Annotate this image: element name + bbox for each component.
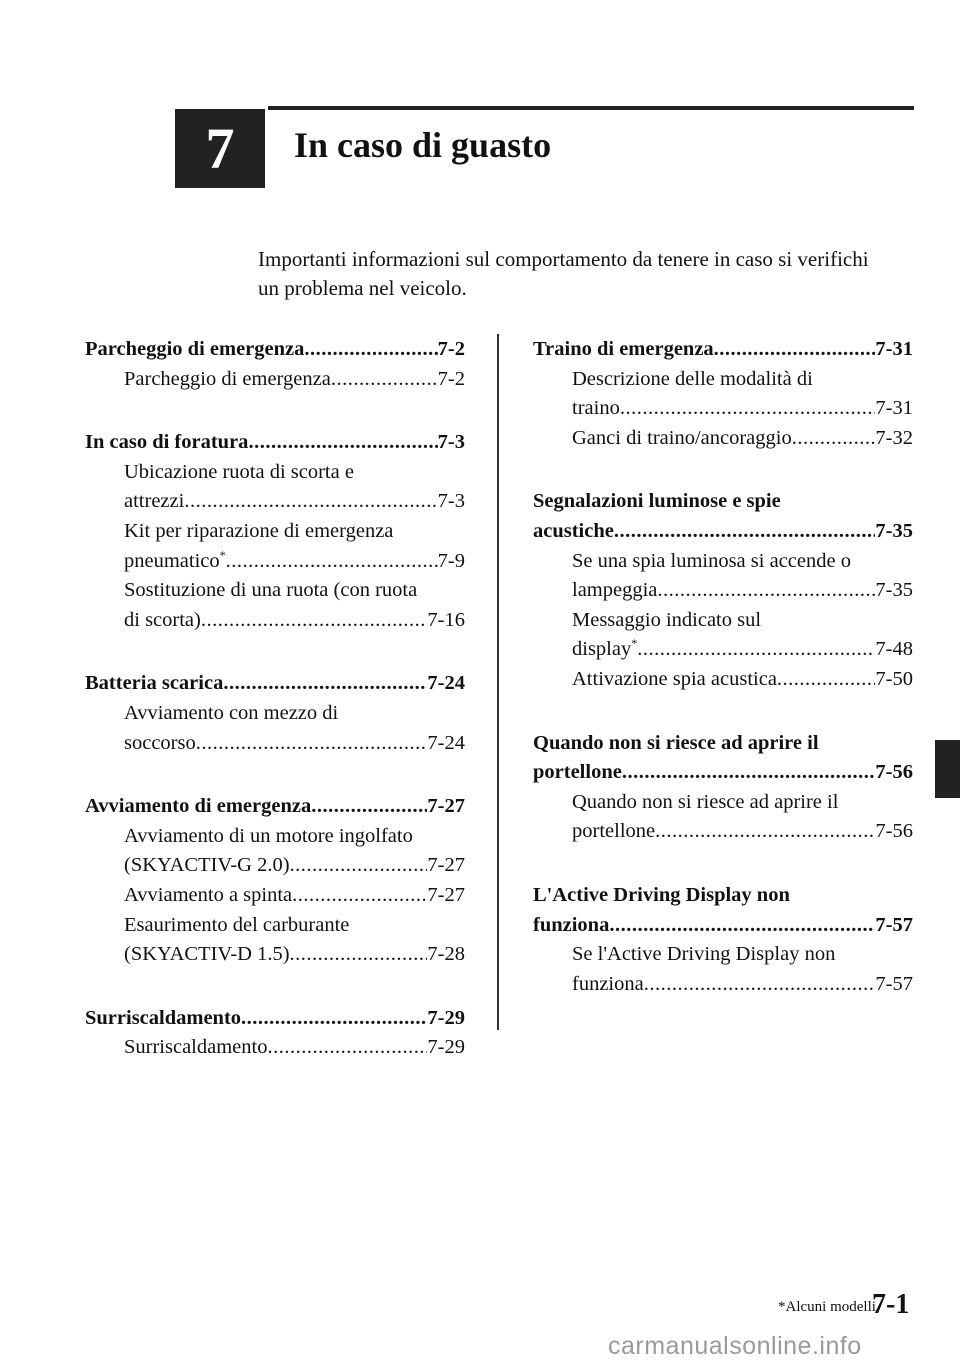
header-rule — [268, 106, 914, 110]
leader-dots — [201, 606, 428, 636]
footer-note: *Alcuni modelli. — [778, 1299, 880, 1315]
leader-dots — [622, 758, 876, 788]
toc-entry[interactable] — [533, 335, 913, 365]
toc-entry-title: pneumatico* — [124, 547, 226, 572]
column-divider — [497, 334, 499, 1030]
toc-entry[interactable] — [85, 1004, 465, 1034]
toc-entry-line[interactable]: L'Active Driving Display non — [533, 883, 790, 906]
toc-subentry-line[interactable]: Descrizione delle modalità di — [572, 367, 813, 390]
toc-entry[interactable] — [85, 335, 465, 365]
toc-entry-page: 7-29 — [427, 1036, 465, 1059]
leader-dots — [655, 817, 875, 847]
toc-subentry[interactable] — [85, 606, 465, 636]
page-number: 7-1 — [872, 1289, 910, 1320]
toc-entry-page: 7-35 — [875, 519, 913, 542]
leader-dots — [620, 394, 876, 424]
toc-entry[interactable] — [533, 758, 913, 788]
toc-subentry[interactable] — [85, 881, 465, 911]
toc-entry-page: 7-31 — [875, 338, 913, 360]
toc-entry-title: funziona — [533, 913, 610, 936]
toc-subentry-line[interactable]: Avviamento di un motore ingolfato — [124, 824, 413, 847]
leader-dots — [311, 792, 427, 822]
toc-subentry-line[interactable]: Quando non si riesce ad aprire il — [572, 790, 839, 813]
toc-right-column — [533, 335, 913, 1033]
toc-entry-page: 7-35 — [875, 579, 913, 602]
leader-dots — [292, 881, 427, 911]
toc-subentry-line[interactable]: Avviamento con mezzo di — [124, 701, 339, 724]
toc-entry-page: 7-48 — [875, 638, 913, 661]
toc-entry-title: attrezzi — [124, 490, 185, 513]
toc-entry-page: 7-56 — [875, 820, 913, 843]
toc-entry-page: 7-56 — [875, 761, 913, 784]
leader-dots — [609, 911, 875, 941]
toc-subentry[interactable] — [533, 665, 913, 695]
toc-subentry-line[interactable]: Se una spia luminosa si accende o — [572, 549, 851, 572]
toc-entry-title: Avviamento di emergenza — [85, 795, 312, 818]
leader-dots — [777, 665, 876, 695]
toc-subentry[interactable] — [533, 970, 913, 1000]
toc-entry-title: traino — [572, 397, 620, 420]
leader-dots — [644, 970, 876, 1000]
toc-entry-title: display* — [572, 636, 638, 661]
toc-subentry-line[interactable]: Ubicazione ruota di scorta e — [124, 460, 354, 483]
toc-entry-page: 7-24 — [427, 672, 465, 695]
leader-dots — [637, 635, 875, 665]
chapter-intro: Importanti informazioni sul comportamento da tenere in caso si verifichi un problema nel veicolo. — [258, 247, 869, 300]
toc-entry-title: di scorta) — [124, 608, 201, 631]
chapter-thumb-tab — [935, 740, 960, 798]
asterisk-mark: * — [631, 636, 638, 651]
toc-section — [85, 335, 465, 394]
leader-dots — [290, 851, 428, 881]
toc-subentry-line[interactable]: Esaurimento del carburante — [124, 913, 350, 936]
toc-entry[interactable] — [85, 792, 465, 822]
toc-section — [85, 428, 465, 635]
toc-subentry[interactable] — [85, 940, 465, 970]
toc-subentry[interactable] — [85, 547, 465, 577]
toc-subentry[interactable] — [533, 817, 913, 847]
chapter-number-box — [175, 109, 265, 188]
toc-entry-title: portellone — [572, 820, 656, 843]
toc-subentry[interactable] — [85, 1033, 465, 1063]
toc-subentry-line[interactable]: Sostituzione di una ruota (con ruota — [124, 579, 418, 602]
toc-entry-title: soccorso — [124, 731, 196, 754]
toc-subentry-line[interactable]: Kit per riparazione di emergenza — [124, 519, 394, 542]
toc-subentry[interactable] — [533, 576, 913, 606]
toc-entry-title: (SKYACTIV-D 1.5) — [124, 943, 290, 966]
toc-subentry[interactable] — [85, 729, 465, 759]
toc-entry-page: 7-3 — [437, 431, 465, 454]
toc-entry-title: Traino di emergenza — [533, 338, 714, 360]
toc-entry-page: 7-27 — [427, 854, 465, 877]
asterisk-mark: * — [219, 547, 226, 562]
toc-entry-title: acustiche — [533, 519, 614, 542]
leader-dots — [248, 428, 437, 458]
toc-entry-page: 7-9 — [437, 549, 465, 572]
toc-entry-title: funziona — [572, 972, 644, 995]
toc-entry-title: portellone — [533, 761, 622, 784]
leader-dots — [241, 1004, 427, 1034]
leader-dots — [290, 940, 428, 970]
toc-entry[interactable] — [85, 669, 465, 699]
leader-dots — [226, 547, 438, 577]
toc-entry-title: In caso di foratura — [85, 431, 249, 454]
toc-entry-title: Attivazione spia acustica — [572, 667, 777, 690]
toc-entry-title: Parcheggio di emergenza — [85, 338, 305, 360]
toc-section — [85, 792, 465, 970]
toc-subentry[interactable] — [533, 424, 913, 454]
toc-entry-title: lampeggia — [572, 579, 658, 602]
toc-entry-page: 7-28 — [427, 943, 465, 966]
watermark: carmanualsonline.info — [608, 1332, 862, 1360]
toc-section — [85, 669, 465, 758]
toc-section — [533, 335, 913, 453]
toc-entry-page: 7-27 — [427, 883, 465, 906]
toc-entry-page: 7-27 — [427, 795, 465, 818]
toc-entry-title: Batteria scarica — [85, 672, 224, 695]
toc-entry[interactable] — [533, 911, 913, 941]
toc-subentry[interactable] — [85, 365, 465, 395]
leader-dots — [196, 729, 428, 759]
toc-entry-line[interactable]: Quando non si riesce ad aprire il — [533, 731, 819, 754]
toc-entry-page: 7-31 — [875, 397, 913, 420]
leader-dots — [223, 669, 427, 699]
toc-subentry[interactable] — [85, 487, 465, 517]
toc-entry[interactable] — [533, 517, 913, 547]
leader-dots — [304, 335, 437, 365]
toc-entry-title: (SKYACTIV-G 2.0) — [124, 854, 290, 877]
leader-dots — [657, 576, 875, 606]
toc-entry-title: Surriscaldamento — [124, 1036, 268, 1059]
toc-entry-page: 7-32 — [875, 426, 913, 449]
toc-left-column — [85, 335, 465, 1097]
toc-entry-page: 7-2 — [437, 367, 465, 390]
chapter-number: 7 — [205, 116, 235, 181]
toc-subentry[interactable] — [533, 394, 913, 424]
toc-entry-page: 7-2 — [437, 338, 465, 360]
chapter-title: In caso di guasto — [294, 125, 552, 165]
toc-section — [533, 881, 913, 999]
toc-entry-title: Surriscaldamento — [85, 1006, 242, 1029]
toc-entry-title: Ganci di traino/ancoraggio — [572, 426, 792, 449]
toc-section — [85, 1004, 465, 1063]
toc-entry-page: 7-50 — [875, 667, 913, 690]
leader-dots — [184, 487, 437, 517]
toc-section — [533, 729, 913, 847]
toc-entry-line[interactable]: Segnalazioni luminose e spie — [533, 490, 781, 513]
toc-entry-page: 7-57 — [875, 913, 913, 936]
toc-subentry-line[interactable]: Messaggio indicato sul — [572, 608, 762, 631]
toc-entry-page: 7-29 — [427, 1006, 465, 1029]
leader-dots — [792, 424, 876, 454]
toc-subentry[interactable] — [533, 635, 913, 665]
leader-dots — [714, 335, 876, 365]
toc-subentry[interactable] — [85, 851, 465, 881]
toc-entry[interactable] — [85, 428, 465, 458]
toc-entry-page: 7-16 — [427, 608, 465, 631]
toc-entry-title: Avviamento a spinta — [124, 883, 293, 906]
toc-entry-page: 7-24 — [427, 731, 465, 754]
leader-dots — [267, 1033, 427, 1063]
toc-entry-page: 7-3 — [437, 490, 465, 513]
toc-entry-page: 7-57 — [875, 972, 913, 995]
leader-dots — [331, 365, 438, 395]
toc-subentry-line[interactable]: Se l'Active Driving Display non — [572, 943, 836, 966]
toc-entry-title: Parcheggio di emergenza — [124, 367, 331, 390]
toc-section — [533, 487, 913, 694]
leader-dots — [614, 517, 876, 547]
